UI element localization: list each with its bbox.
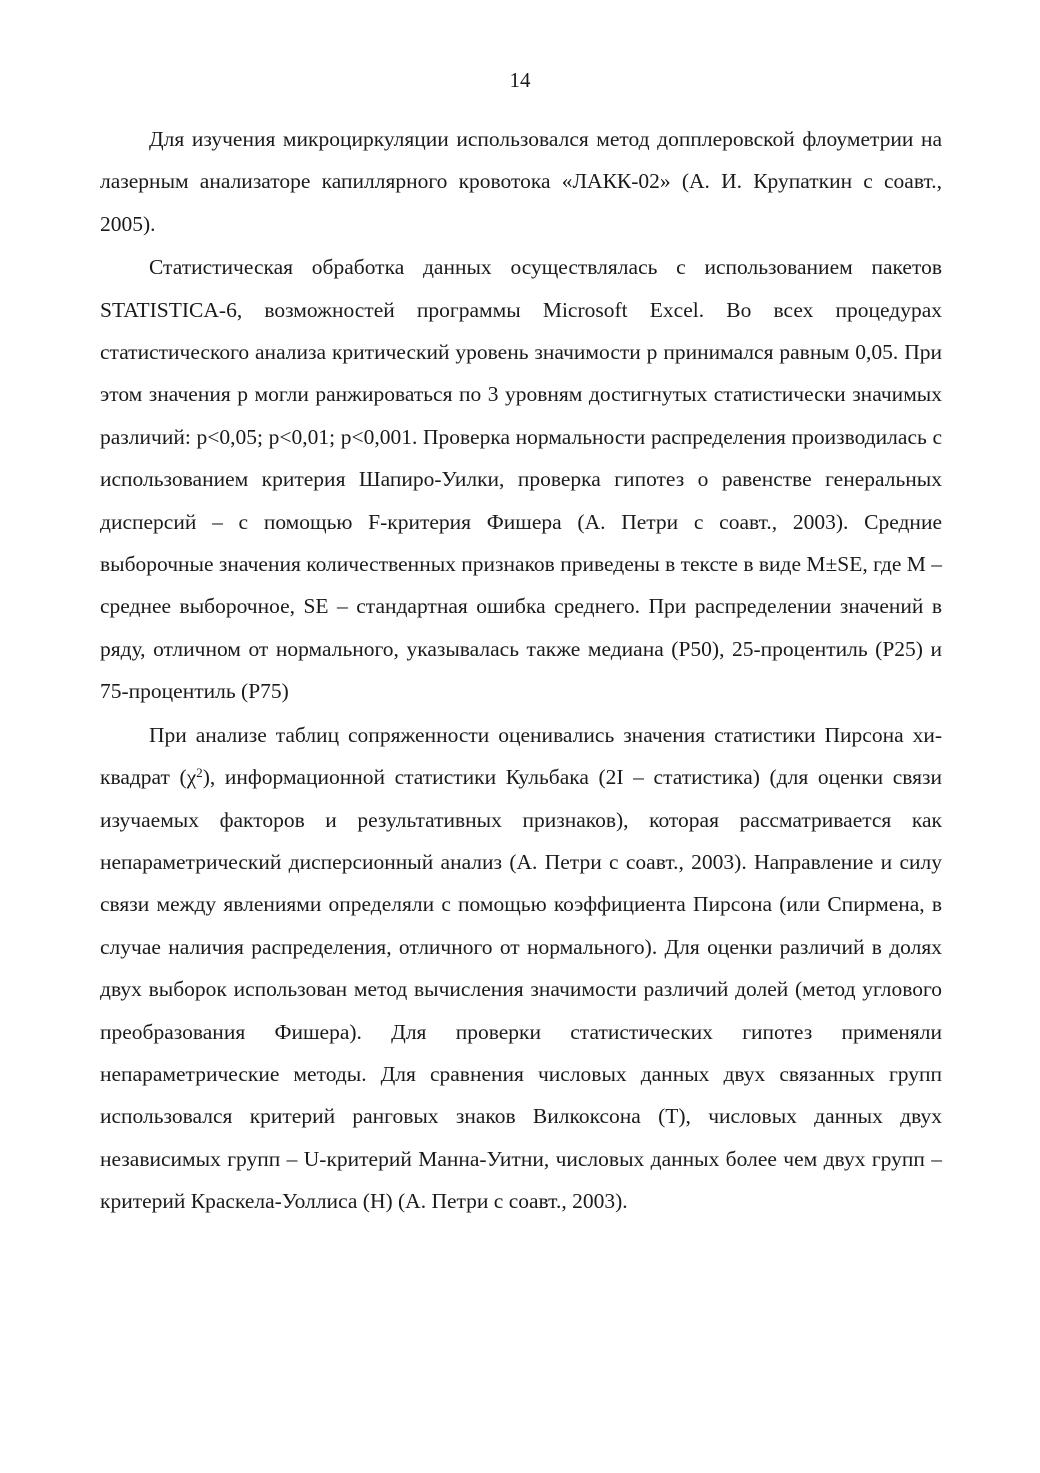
paragraph-contingency-analysis — [100, 714, 942, 1223]
page-number: 14 — [509, 68, 531, 92]
chi-superscript: 2 — [196, 766, 203, 780]
paragraph-statistical-processing: Статистическая обработка данных осуществлялась с использованием пакетов STATISTICA-6, возможностей программы Microsoft Excel. Во всех процедурах статистического анализа критический уровень значимости р принимался равным 0,05. При этом значения р могли ранжироваться по 3 уровням достигнутых статистически значимых различий: р<0,05; р<0,01; р<0,001. Проверка нормальности распределения производилась с использованием критерия Шапиро-Уилки, проверка гипотез о равенстве генеральных дисперсий – с помощью F-критерия Фишера (А. Петри с соавт., 2003). Средние выборочные значения количественных признаков приведены в тексте в виде M±SE, где M – среднее выборочное, SE – стандартная ошибка среднего. При распределении значений в ряду, отличном от нормального, указывалась также медиана (P50), 25-процентиль (P25) и 75-процентиль (P75) — [100, 255, 942, 704]
chi-symbol: χ — [186, 765, 197, 790]
contingency-text-before: При анализе таблиц сопряженности оценивались значения статистики Пирсона хи-квадрат ( — [100, 722, 942, 790]
paragraph-microcirculation-method: Для изучения микроциркуляции использовался метод допплеровской флоуметрии на лазерным анализаторе капиллярного кровотока «ЛАКК-02» (А. И. Крупаткин с соавт., 2005). — [100, 127, 942, 236]
contingency-text-after: ), информационной статистики Кульбака (2I – статистика) (для оценки связи изучаемых факторов и результативных признаков), которая рассматривается как непараметрический дисперсионный анализ (А. Петри с соавт., 2003). Направление и силу связи между явлениями определяли с помощью коэффициента Пирсона (или Спирмена, в случае наличия распределения, отличного от нормального). Для оценки различий в долях двух выборок использован метод вычисления значимости различий долей (метод углового преобразования Фишера). Для проверки статистических гипотез применяли непараметрические методы. Для сравнения числовых данных двух связанных групп использовался критерий ранговых знаков Вилкоксона (Т), числовых данных двух независимых групп – U-критерий Манна-Уитни, числовых данных более чем двух групп – критерий Краскела-Уоллиса (Н) (А. Петри с соавт., 2003). — [100, 765, 942, 1214]
body-text — [100, 118, 942, 1223]
